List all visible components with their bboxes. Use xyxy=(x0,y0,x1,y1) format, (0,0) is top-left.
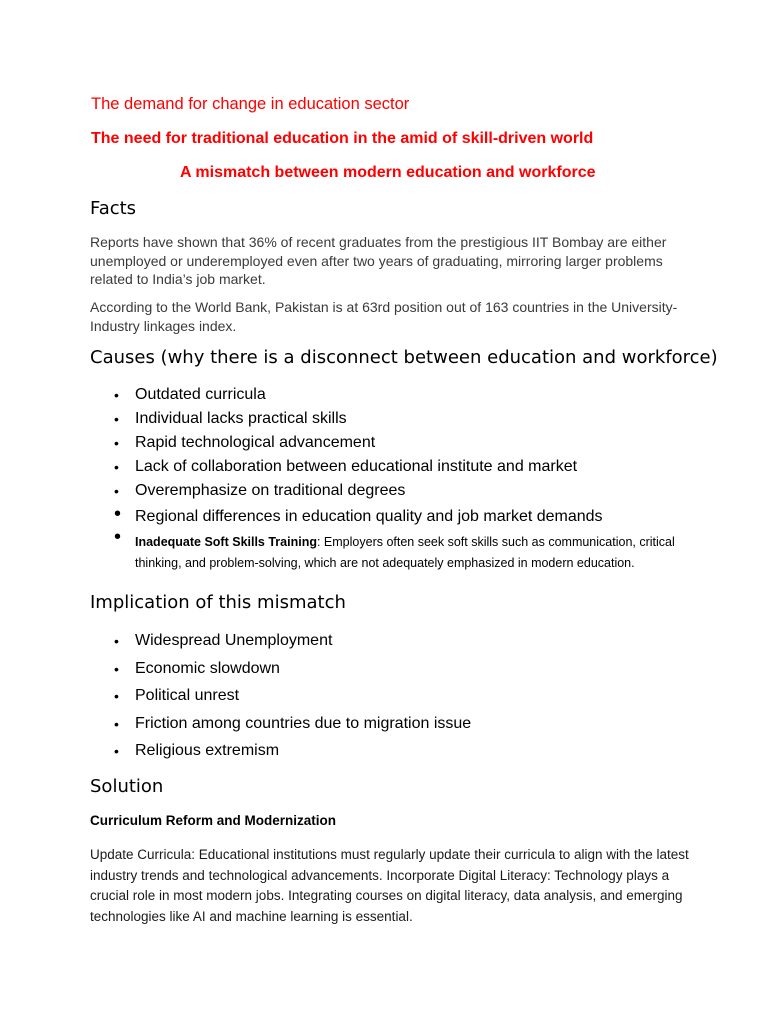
implications-list xyxy=(90,628,471,766)
implication-text: Religious extremism xyxy=(135,742,280,759)
bullet-icon: • xyxy=(114,660,119,677)
causes-heading: Causes (why there is a disconnect between education and workforce) xyxy=(90,347,718,368)
cause-text: Rapid technological advancement xyxy=(135,434,376,451)
list-item xyxy=(90,526,675,574)
list-item xyxy=(90,432,675,456)
facts-paragraph-world-bank: According to the World Bank, Pakistan is at 63rd position out of 163 countries in the University-Industry linkages index. xyxy=(90,299,678,334)
list-item xyxy=(90,408,675,432)
list-item xyxy=(90,480,675,504)
list-item xyxy=(90,683,471,711)
cause-text: Outdated curricula xyxy=(135,386,266,403)
bullet-icon: • xyxy=(114,688,119,704)
cause-text: Lack of collaboration between educational institute and market xyxy=(135,458,578,475)
facts-heading: Facts xyxy=(90,198,137,219)
title-demand-for-change: The demand for change in education sector xyxy=(91,95,410,113)
implication-text: Political unrest xyxy=(135,687,240,704)
list-item xyxy=(90,711,471,739)
soft-skills-label: Inadequate Soft Skills Training xyxy=(135,535,317,549)
bullet-icon: • xyxy=(114,435,119,451)
bullet-icon: • xyxy=(114,715,119,732)
solution-paragraph: Update Curricula: Educational institutions must regularly update their curricula to align with the latest industry trends and technological advancements. Incorporate Digital Literacy: Technology plays a crucial role in most modern jobs. Integrating courses on digital literacy, data analysis, and emerging technologies like AI and machine learning is essential. xyxy=(90,847,689,924)
causes-list xyxy=(90,384,675,574)
bullet-icon: • xyxy=(114,743,119,759)
cause-text: Individual lacks practical skills xyxy=(135,410,347,427)
implication-text: Friction among countries due to migration issue xyxy=(135,714,472,732)
implication-text: Economic slowdown xyxy=(135,659,280,677)
bullet-icon: • xyxy=(114,483,119,499)
cause-text: Regional differences in education quality and job market demands xyxy=(135,508,603,525)
implication-text: Widespread Unemployment xyxy=(135,632,333,649)
bullet-icon: • xyxy=(114,526,122,548)
implications-heading: Implication of this mismatch xyxy=(90,592,346,613)
cause-text: Overemphasize on traditional degrees xyxy=(135,482,406,499)
list-item xyxy=(90,504,675,532)
soft-skills-text: : Employers often seek soft skills such as communication, critical thinking, and problem-solving, which are not adequately emphasized in modern education. xyxy=(135,535,675,570)
title-mismatch: A mismatch between modern education and workforce xyxy=(180,164,596,181)
title-need-traditional-education: The need for traditional education in the amid of skill-driven world xyxy=(91,130,594,147)
facts-paragraph-iit: Reports have shown that 36% of recent graduates from the prestigious IIT Bombay are either unemployed or underemployed even after two years of graduating, mirroring larger problems related to India’s job market. xyxy=(90,234,667,287)
list-item xyxy=(90,456,675,480)
bullet-icon: • xyxy=(114,503,122,525)
list-item xyxy=(90,738,471,766)
list-item xyxy=(90,656,471,684)
bullet-icon: • xyxy=(114,411,119,427)
bullet-icon: • xyxy=(114,633,119,649)
solution-heading: Solution xyxy=(90,776,164,797)
bullet-icon: • xyxy=(114,387,119,403)
bullet-icon: • xyxy=(114,459,119,475)
list-item xyxy=(90,628,471,656)
list-item xyxy=(90,384,675,408)
curriculum-reform-subheading: Curriculum Reform and Modernization xyxy=(90,813,337,828)
